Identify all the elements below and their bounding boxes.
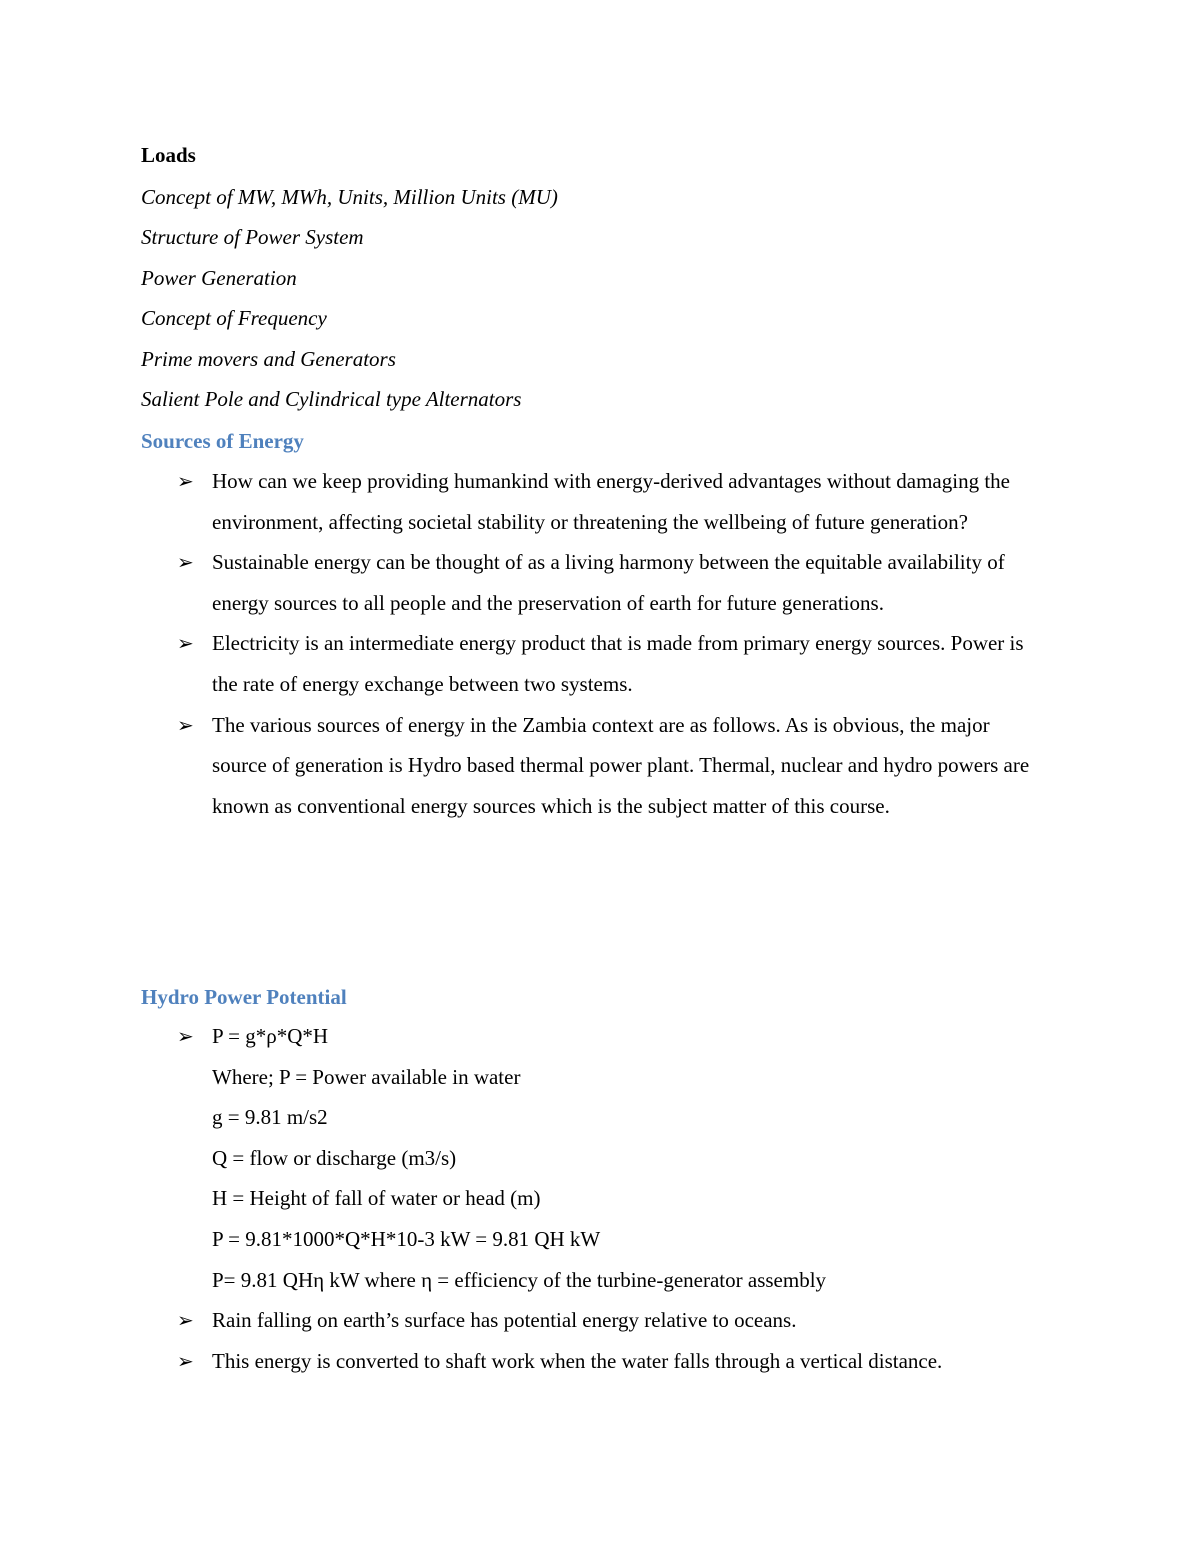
list-item — [141, 1341, 1101, 1382]
topic-item: Concept of MW, MWh, Units, Million Units (MU) — [141, 185, 558, 209]
arrowhead-bullet-icon: ➢ — [177, 631, 194, 656]
bullet-text: The various sources of energy in the Zambia context are as follows. As is obvious, the major source of generation is Hydro based thermal power plant. Thermal, nuclear and hydro powers are known as conventional energy sources which is the subject matter of this course. — [212, 712, 1030, 818]
topic-item: Prime movers and Generators — [141, 347, 396, 371]
list-item — [141, 461, 1012, 542]
definition-line: H = Height of fall of water or head (m) — [212, 1186, 541, 1211]
bullet-text: Sustainable energy can be thought of as a living harmony between the equitable availability of energy sources to all people and the preservation of earth for future generations. — [212, 550, 1005, 615]
formula-item — [141, 1016, 1101, 1057]
formula-text: P = g*ρ*Q*H — [212, 1024, 329, 1048]
hydro-heading: Hydro Power Potential — [141, 985, 347, 1009]
definition-line: Where; P = Power available in water — [212, 1064, 521, 1089]
arrowhead-bullet-icon: ➢ — [177, 1024, 194, 1048]
list-item — [141, 542, 1012, 623]
hydro-section — [141, 1016, 1101, 1381]
topic-item: Salient Pole and Cylindrical type Alternators — [141, 387, 522, 411]
definition-line: g = 9.81 m/s2 — [212, 1105, 328, 1130]
bullet-text: How can we keep providing humankind with energy-derived advantages without damaging the environment, affecting societal stability or threatening the wellbeing of future generation? — [212, 469, 1010, 534]
list-item — [141, 1300, 1101, 1341]
definition-line: P= 9.81 QHη kW where η = efficiency of the turbine-generator assembly — [212, 1267, 827, 1292]
sources-bullet-list — [141, 461, 1101, 826]
topic-item: Structure of Power System — [141, 225, 364, 249]
arrowhead-bullet-icon: ➢ — [177, 1348, 194, 1373]
sources-heading: Sources of Energy — [141, 429, 304, 453]
arrowhead-bullet-icon: ➢ — [177, 550, 194, 575]
topic-item: Power Generation — [141, 266, 297, 290]
definition-line: Q = flow or discharge (m3/s) — [212, 1145, 457, 1170]
bullet-text: Electricity is an intermediate energy product that is made from primary energy sources. Power is the rate of energy exchange between two systems. — [212, 631, 1024, 696]
arrowhead-bullet-icon: ➢ — [177, 469, 194, 493]
topic-item: Concept of Frequency — [141, 306, 327, 330]
list-item — [141, 623, 1042, 704]
list-item — [141, 705, 1032, 827]
arrowhead-bullet-icon: ➢ — [177, 712, 194, 737]
definition-line: P = 9.81*1000*Q*H*10-3 kW = 9.81 QH kW — [212, 1226, 601, 1251]
bullet-text: Rain falling on earth’s surface has potential energy relative to oceans. — [212, 1308, 797, 1333]
bullet-text: This energy is converted to shaft work when the water falls through a vertical distance. — [212, 1348, 943, 1373]
arrowhead-bullet-icon: ➢ — [177, 1308, 194, 1333]
loads-title: Loads — [141, 143, 196, 167]
